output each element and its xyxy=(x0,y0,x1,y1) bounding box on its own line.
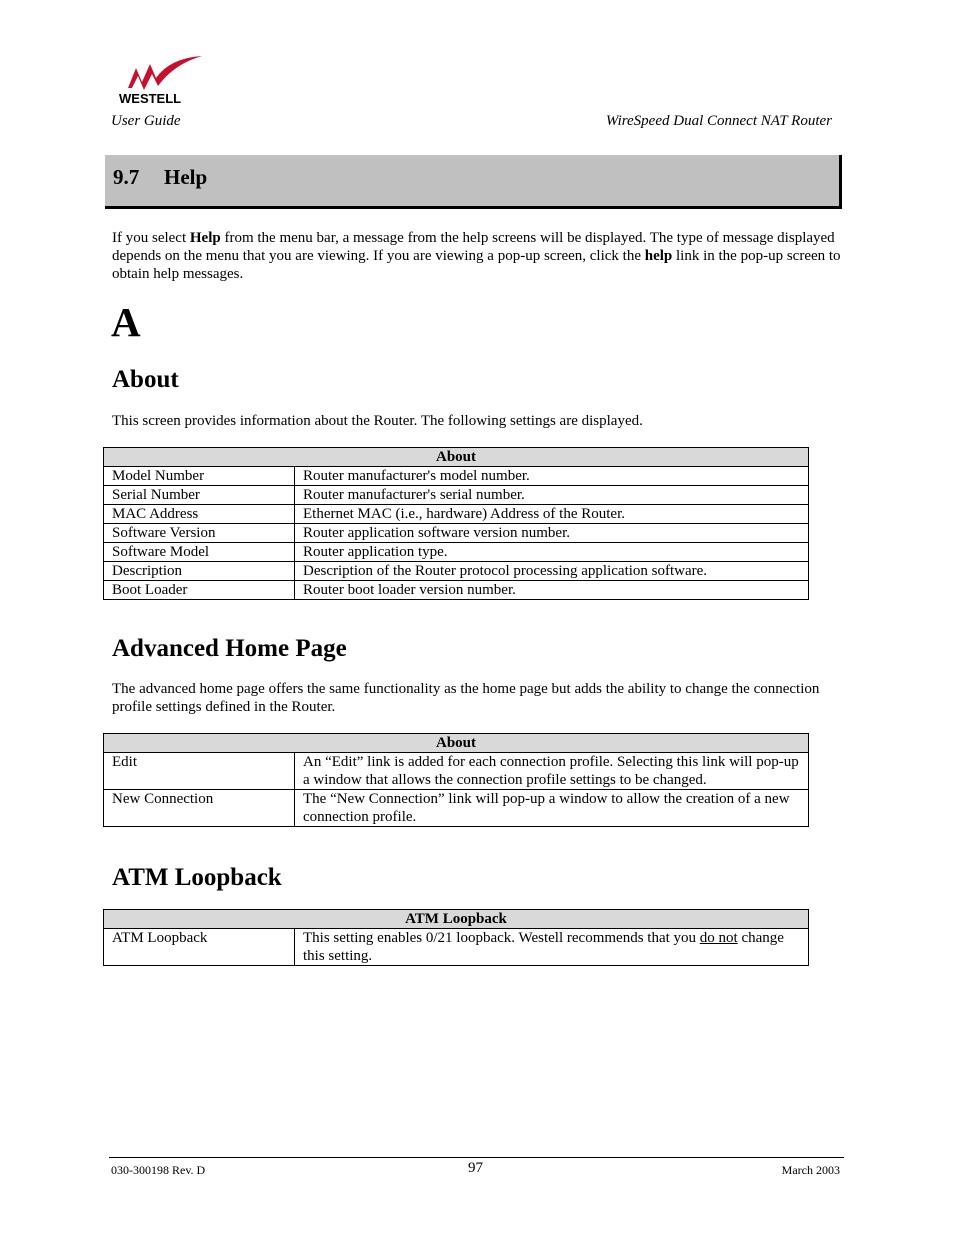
about-heading: About xyxy=(112,366,179,393)
atm-table-title: ATM Loopback xyxy=(104,910,809,929)
section-number: 9.7 xyxy=(113,165,140,189)
table-row xyxy=(104,524,809,543)
advanced-home-page-table xyxy=(103,733,809,827)
row-description: Router application software version number. xyxy=(295,524,809,543)
atm-desc-emphasis: do not xyxy=(699,930,738,946)
table-row xyxy=(104,543,809,562)
row-description: Router boot loader version number. xyxy=(295,581,809,600)
logo-wordmark: WESTELL xyxy=(119,91,182,106)
row-description: Ethernet MAC (i.e., hardware) Address of the Router. xyxy=(295,505,809,524)
logo-swoosh-icon xyxy=(118,54,204,106)
atm-loopback-heading: ATM Loopback xyxy=(112,864,282,891)
intro-bold-help: Help xyxy=(189,230,221,246)
section-title: Help xyxy=(164,165,208,189)
footer-doc-number: 030-300198 Rev. D xyxy=(111,1163,206,1177)
table-row xyxy=(104,505,809,524)
row-label: MAC Address xyxy=(104,505,295,524)
row-description: An “Edit” link is added for each connection profile. Selecting this link will pop-up a window that allows the connection profile settings to be changed. xyxy=(295,753,809,790)
row-label: Software Model xyxy=(104,543,295,562)
advanced-home-page-description: The advanced home page offers the same functionality as the home page but adds the ability to change the connection profile settings defined in the Router. xyxy=(112,681,820,715)
about-description: This screen provides information about the Router. The following settings are displayed. xyxy=(112,413,643,429)
about-table-title: About xyxy=(104,448,809,467)
row-label: Model Number xyxy=(104,467,295,486)
row-label: Boot Loader xyxy=(104,581,295,600)
section-heading-bar xyxy=(105,155,842,209)
footer-page-number: 97 xyxy=(468,1160,483,1176)
row-label: Description xyxy=(104,562,295,581)
footer-date: March 2003 xyxy=(781,1163,840,1177)
intro-bold-help-link: help xyxy=(644,248,673,264)
row-description: The “New Connection” link will pop-up a window to allow the creation of a new connection profile. xyxy=(295,790,809,827)
intro-text-3: link in the pop-up screen to obtain help messages. xyxy=(112,248,841,282)
advanced-home-page-heading: Advanced Home Page xyxy=(112,635,347,662)
row-description xyxy=(295,929,809,966)
row-description: Router manufacturer's serial number. xyxy=(295,486,809,505)
advanced-table-title: About xyxy=(104,734,809,753)
row-label: Software Version xyxy=(104,524,295,543)
row-label: New Connection xyxy=(104,790,295,827)
row-label: Serial Number xyxy=(104,486,295,505)
table-row xyxy=(104,467,809,486)
table-row xyxy=(104,486,809,505)
intro-text-1: If you select xyxy=(112,230,190,246)
atm-desc-text-end: change this setting. xyxy=(303,930,784,964)
row-description: Router manufacturer's model number. xyxy=(295,467,809,486)
table-row xyxy=(104,581,809,600)
atm-desc-text: This setting enables 0/21 loopback. Westell recommends that you xyxy=(303,930,700,946)
index-letter: A xyxy=(111,299,141,345)
about-table xyxy=(103,447,809,600)
intro-paragraph xyxy=(112,229,842,283)
row-label: Edit xyxy=(104,753,295,790)
table-row xyxy=(104,929,809,966)
westell-logo xyxy=(118,54,204,106)
atm-loopback-table xyxy=(103,909,809,966)
table-row xyxy=(104,790,809,827)
header-product-name: WireSpeed Dual Connect NAT Router xyxy=(605,113,832,129)
table-row xyxy=(104,753,809,790)
intro-text-2: from the menu bar, a message from the help screens will be displayed. The type of message displayed depends on the menu that you are viewing. If you are viewing a pop-up screen, click the xyxy=(112,230,835,264)
row-description: Description of the Router protocol processing application software. xyxy=(295,562,809,581)
table-row xyxy=(104,562,809,581)
row-description: Router application type. xyxy=(295,543,809,562)
row-label: ATM Loopback xyxy=(104,929,295,966)
header-document-type: User Guide xyxy=(111,113,181,129)
footer-divider xyxy=(109,1157,844,1158)
